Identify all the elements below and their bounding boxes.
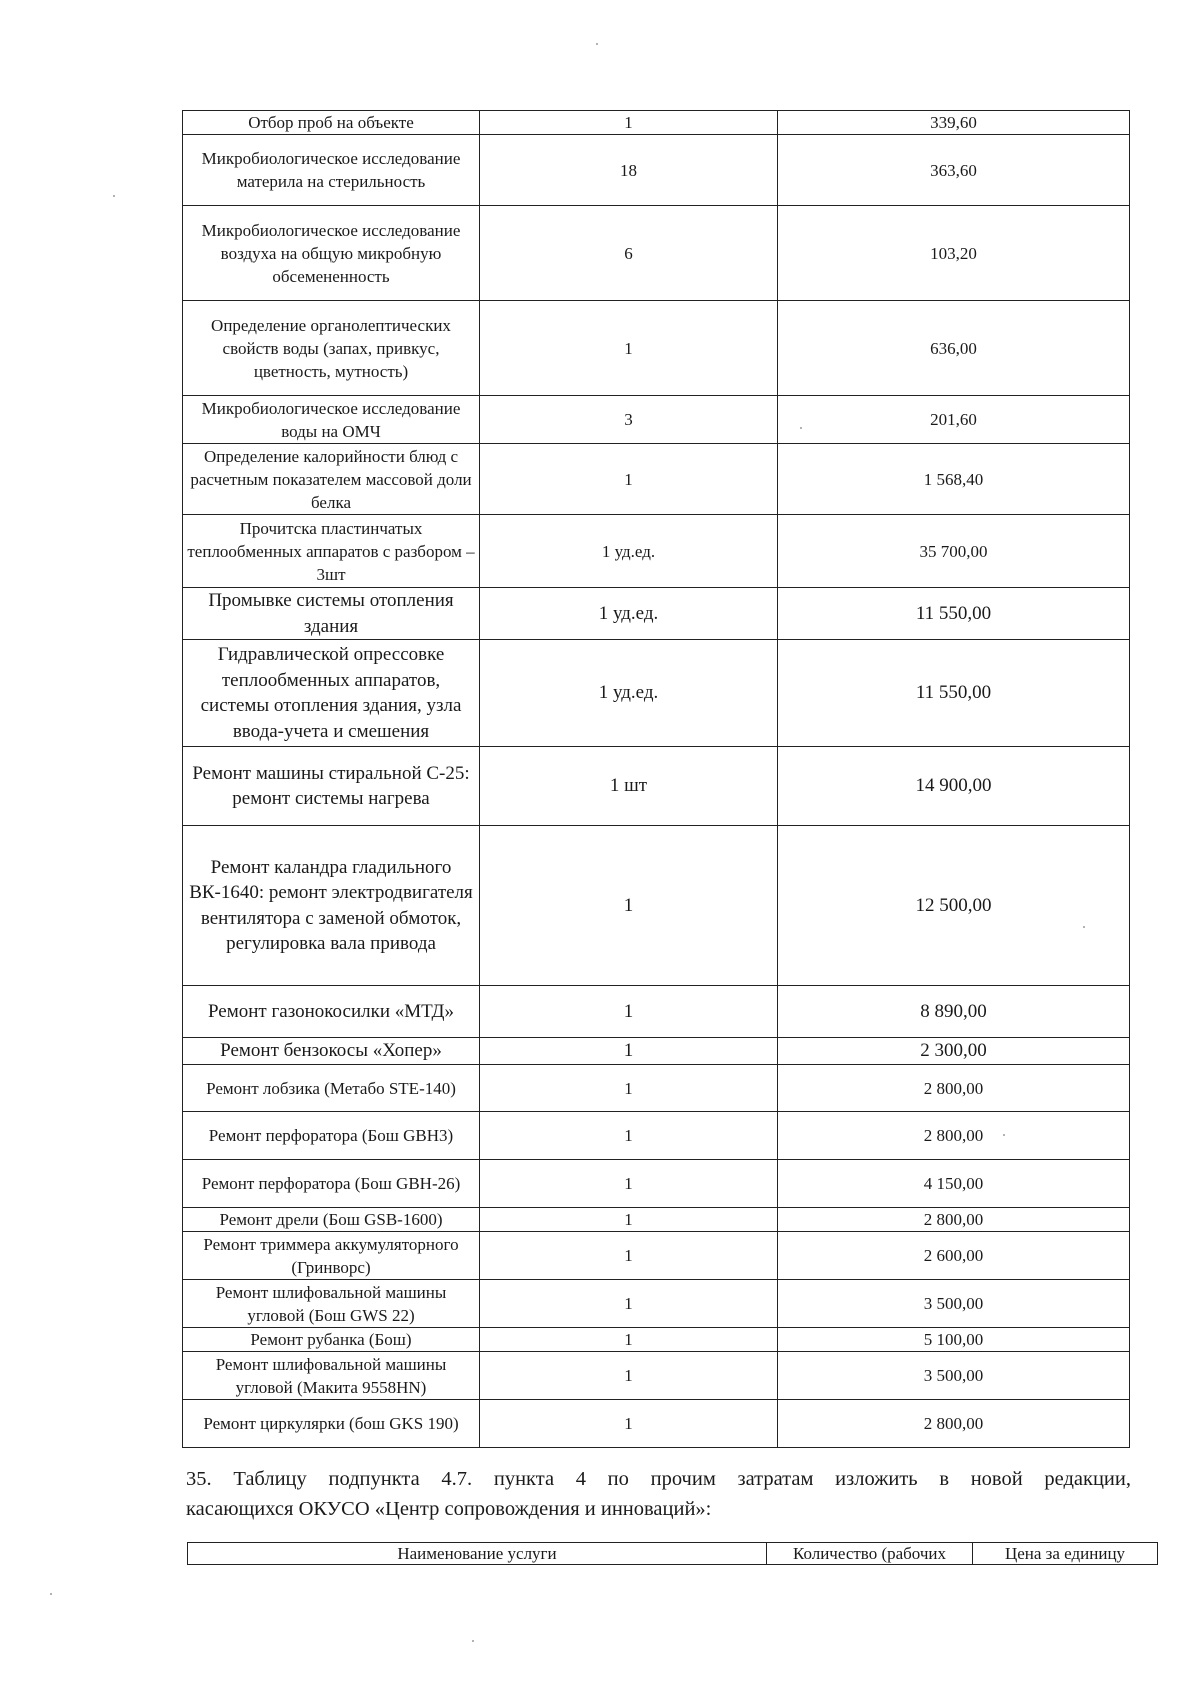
quantity-cell: 6 [480,206,778,301]
quantity-cell: 18 [480,135,778,206]
service-name-cell: Гидравлической опрессовке теплообменных аппаратов, системы отопления здания, узла ввода-учета и смешения [183,640,480,747]
amendment-paragraph [186,1464,1131,1524]
price-cell: 3 500,00 [778,1280,1130,1328]
service-name-cell: Микробиологическое исследование материла на стерильность [183,135,480,206]
table-row [183,1400,1130,1448]
table-row [183,111,1130,135]
column-header-quantity: Количество (рабочих [767,1543,973,1565]
quantity-cell: 1 [480,1280,778,1328]
table-row [183,1328,1130,1352]
table-row [183,1208,1130,1232]
table-row [183,444,1130,515]
service-name-cell: Ремонт триммера аккумуляторного (Гринворс) [183,1232,480,1280]
price-cell: 2 600,00 [778,1232,1130,1280]
service-name-cell: Ремонт шлифовальной машины угловой (Макита 9558HN) [183,1352,480,1400]
scan-speck [472,1640,474,1642]
column-header-service-name: Наименование услуги [188,1543,767,1565]
table-row [183,1160,1130,1208]
price-cell: 2 800,00 [778,1112,1130,1160]
table-row [183,588,1130,640]
service-name-cell: Ремонт бензокосы «Хопер» [183,1038,480,1065]
quantity-cell: 1 шт [480,747,778,826]
table-row [183,301,1130,396]
table-row [183,396,1130,444]
quantity-cell: 3 [480,396,778,444]
table-row [183,1112,1130,1160]
scan-speck [113,195,115,197]
service-name-cell: Определение калорийности блюд с расчетным показателем массовой доли белка [183,444,480,515]
service-name-cell: Ремонт перфоратора (Бош GBH3) [183,1112,480,1160]
service-name-cell: Ремонт лобзика (Метабо STE-140) [183,1065,480,1112]
quantity-cell: 1 [480,1065,778,1112]
price-cell: 201,60 [778,396,1130,444]
table-row [183,1352,1130,1400]
service-name-cell: Ремонт машины стиральной С-25: ремонт системы нагрева [183,747,480,826]
service-name-cell: Ремонт шлифовальной машины угловой (Бош GWS 22) [183,1280,480,1328]
price-cell: 14 900,00 [778,747,1130,826]
quantity-cell: 1 уд.ед. [480,588,778,640]
price-cell: 1 568,40 [778,444,1130,515]
service-name-cell: Ремонт каландра гладильного ВК-1640: ремонт электродвигателя вентилятора с заменой обмоток, регулировка вала привода [183,826,480,986]
service-name-cell: Промывке системы отопления здания [183,588,480,640]
quantity-cell: 1 [480,1208,778,1232]
price-cell: 35 700,00 [778,515,1130,588]
service-name-cell: Прочитска пластинчатых теплообменных аппаратов с разбором – 3шт [183,515,480,588]
paragraph-line: 35. Таблицу подпункта 4.7. пункта 4 по прочим затратам изложить в новой редакции, [186,1468,1131,1490]
services-price-table [182,110,1130,1448]
price-cell: 11 550,00 [778,640,1130,747]
price-cell: 2 800,00 [778,1208,1130,1232]
price-cell: 636,00 [778,301,1130,396]
table-row [183,206,1130,301]
table-row [183,986,1130,1038]
quantity-cell: 1 [480,111,778,135]
service-name-cell: Определение органолептических свойств воды (запах, привкус, цветность, мутность) [183,301,480,396]
price-cell: 2 800,00 [778,1065,1130,1112]
quantity-cell: 1 [480,1038,778,1065]
quantity-cell: 1 [480,1112,778,1160]
scan-speck [50,1593,52,1595]
service-name-cell: Ремонт дрели (Бош GSB-1600) [183,1208,480,1232]
quantity-cell: 1 [480,1352,778,1400]
service-name-cell: Ремонт газонокосилки «МТД» [183,986,480,1038]
price-cell: 363,60 [778,135,1130,206]
quantity-cell: 1 [480,986,778,1038]
price-cell: 4 150,00 [778,1160,1130,1208]
quantity-cell: 1 [480,1328,778,1352]
service-name-cell: Микробиологическое исследование воды на ОМЧ [183,396,480,444]
table-row [183,515,1130,588]
quantity-cell: 1 [480,1400,778,1448]
price-cell: 3 500,00 [778,1352,1130,1400]
quantity-cell: 1 уд.ед. [480,640,778,747]
price-cell: 103,20 [778,206,1130,301]
price-cell: 8 890,00 [778,986,1130,1038]
service-name-cell: Ремонт рубанка (Бош) [183,1328,480,1352]
service-name-cell: Ремонт циркулярки (бош GKS 190) [183,1400,480,1448]
table-row [183,1038,1130,1065]
price-cell: 2 300,00 [778,1038,1130,1065]
table-row [183,826,1130,986]
service-name-cell: Отбор проб на объекте [183,111,480,135]
table-row [183,135,1130,206]
quantity-cell: 1 уд.ед. [480,515,778,588]
price-cell: 339,60 [778,111,1130,135]
quantity-cell: 1 [480,1232,778,1280]
price-cell: 12 500,00 [778,826,1130,986]
scan-speck [596,43,598,45]
scan-speck [800,427,802,429]
paragraph-line: касающихся ОКУСО «Центр сопровождения и инноваций»: [186,1498,712,1520]
price-cell: 2 800,00 [778,1400,1130,1448]
quantity-cell: 1 [480,301,778,396]
table-row [183,1280,1130,1328]
table-row [183,747,1130,826]
quantity-cell: 1 [480,444,778,515]
table-header-row [188,1543,1158,1565]
service-name-cell: Ремонт перфоратора (Бош GBH-26) [183,1160,480,1208]
service-name-cell: Микробиологическое исследование воздуха на общую микробную обсемененность [183,206,480,301]
other-costs-table-header [187,1542,1158,1565]
scan-speck [1003,1134,1005,1136]
price-cell: 5 100,00 [778,1328,1130,1352]
table-row [183,1065,1130,1112]
quantity-cell: 1 [480,826,778,986]
column-header-unit-price: Цена за единицу [973,1543,1158,1565]
table-row [183,1232,1130,1280]
price-cell: 11 550,00 [778,588,1130,640]
scan-speck [1083,926,1085,928]
quantity-cell: 1 [480,1160,778,1208]
table-row [183,640,1130,747]
